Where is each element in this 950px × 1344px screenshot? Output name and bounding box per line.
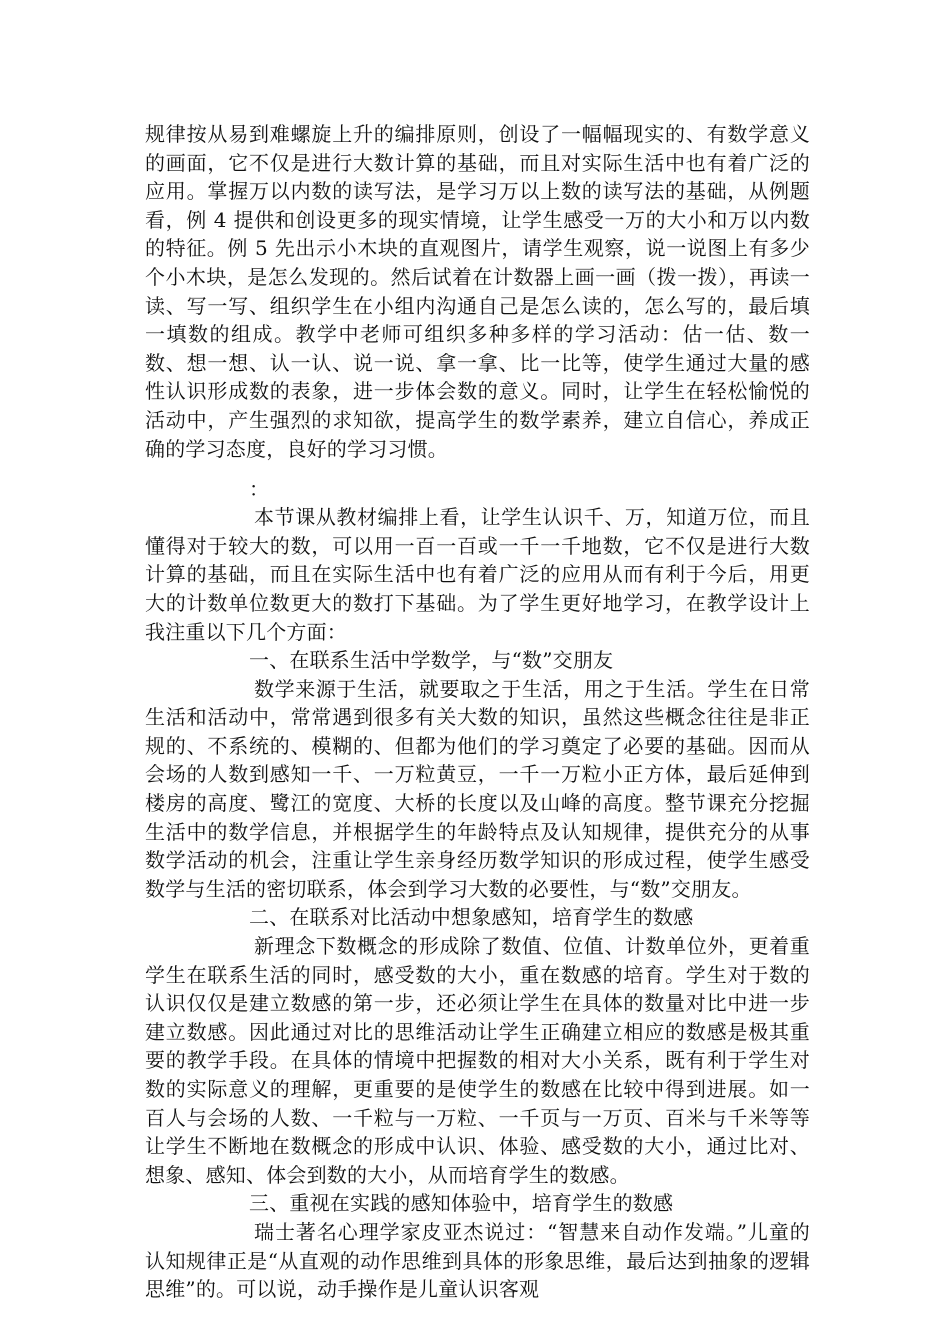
paragraph-intro: 规律按从易到难螺旋上升的编排原则，创设了一幅幅现实的、有数学意义的画面，它不仅是进行大数计算的基础，而且对实际生活中也有着广泛的应用。掌握万以内数的读写法，是学习万以上数的读写法的基础，从例题看，例 4 提供和创设更多的现实情境，让学生感受一万的大小和万以内数的特征。例 5 先出示小木块的直观图片，请学生观察，说一说图上有多少个小木块，是怎么发现的。然后试着在计数器上画一画（拨一拨），再读一读、写一写、组织学生在小组内沟通自己是怎么读的，怎么写的，最后填一填数的组成。教学中老师可组织多种多样的学习活动：估一估、数一数、想一想、认一认、说一说、拿一拿、比一比等，使学生通过大量的感性认识形成数的表象，进一步体会数的意义。同时，让学生在轻松愉悦的活动中，产生强烈的求知欲，提高学生的数学素养，建立自信心，养成正确的学习态度，良好的学习习惯。 — [145, 122, 810, 461]
section-label-colon: ： — [249, 477, 270, 502]
section-heading-2: 二、在联系对比活动中想象感知，培育学生的数感 — [249, 905, 694, 930]
paragraph-section-1: 数学来源于生活，就要取之于生活，用之于生活。学生在日常生活和活动中，常常遇到很多有关大数的知识，虽然这些概念往往是非正规的、不系统的、模糊的、但都为他们的学习奠定了必要的基础。因而从会场的人数到感知一千、一万粒黄豆，一千一万粒小正方体，最后延伸到楼房的高度、鹭江的宽度、大桥的长度以及山峰的高度。整节课充分挖掘生活中的数学信息，并根据学生的年龄特点及认知规律，提供充分的从事数学活动的机会，注重让学生亲身经历数学知识的形成过程，使学生感受数学与生活的密切联系，体会到学习大数的必要性，与“数”交朋友。 — [145, 676, 810, 901]
paragraph-overview: 本节课从教材编排上看，让学生认识千、万，知道万位，而且懂得对于较大的数，可以用一百一百或一千一千地数，它不仅是进行大数计算的基础，而且在实际生活中也有着广泛的应用从而有利于今后，用更大的计数单位数更大的数打下基础。为了学生更好地学习，在教学设计上我注重以下几个方面： — [145, 505, 810, 644]
document-body — [145, 120, 810, 1304]
section-heading-3: 三、重视在实践的感知体验中，培育学生的数感 — [249, 1191, 674, 1216]
paragraph-section-3: 瑞士著名心理学家皮亚杰说过：“智慧来自动作发端。”儿童的认知规律正是“从直观的动作思维到具体的形象思维，最后达到抽象的逻辑思维”的。可以说，动手操作是儿童认识客观 — [145, 1219, 810, 1302]
paragraph-section-2: 新理念下数概念的形成除了数值、位值、计数单位外，更着重学生在联系生活的同时，感受数的大小，重在数感的培育。学生对于数的认识仅仅是建立数感的第一步，还必须让学生在具体的数量对比中进一步建立数感。因此通过对比的思维活动让学生正确建立相应的数感是极其重要的教学手段。在具体的情境中把握数的相对大小关系，既有利于学生对数的实际意义的理解，更重要的是使学生的数感在比较中得到进展。如一百人与会场的人数、一千粒与一万粒、一千页与一万页、百米与千米等等让学生不断地在数概念的形成中认识、体验、感受数的大小，通过比对、想象、感知、体会到数的大小，从而培育学生的数感。 — [145, 934, 810, 1187]
section-heading-1: 一、在联系生活中学数学，与“数”交朋友 — [249, 648, 614, 673]
